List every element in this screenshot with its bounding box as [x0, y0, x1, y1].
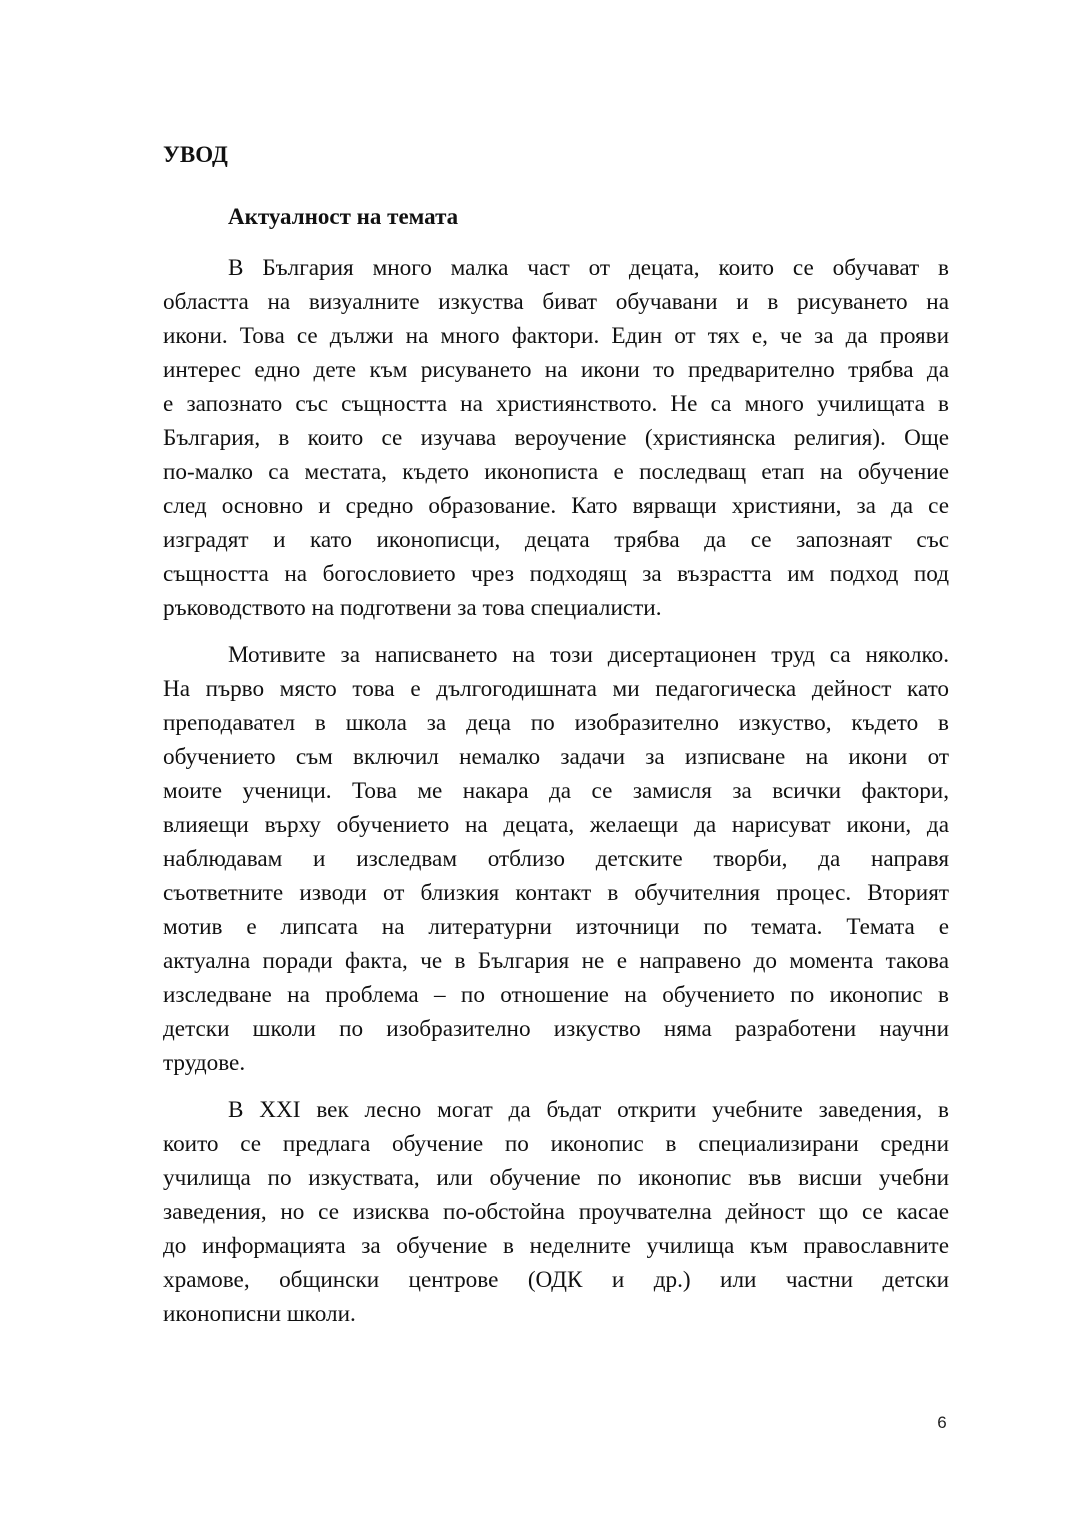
- text-line: обучението съм включил немалко задачи за изписване на икони от: [163, 744, 949, 770]
- text-line: преподавател в школа за деца по изобразително изкуство, където в: [163, 710, 949, 736]
- text-line: трудове.: [163, 1050, 246, 1076]
- paragraph-2: [163, 638, 949, 1080]
- chapter-title: УВОД: [163, 142, 228, 167]
- text-line: заведения, но се изисква по-обстойна проучвателна дейност що се касае: [163, 1199, 949, 1225]
- text-line: след основно и средно образование. Като вярващи християни, за да се: [163, 493, 949, 519]
- text-line: икони. Това се дължи на много фактори. Един от тях е, че за да прояви: [163, 323, 949, 349]
- text-line: изградят и като иконописци, децата трябва да се запознаят със: [163, 527, 949, 553]
- text-line: съответните изводи от близкия контакт в обучителния процес. Вторият: [163, 880, 949, 906]
- text-line: България, в които се изучава вероучение (християнска религия). Още: [163, 425, 949, 451]
- text-line: В България много малка част от децата, които се обучават в: [228, 255, 949, 281]
- text-line: областта на визуалните изкуства биват обучавани и в рисуването на: [163, 289, 949, 315]
- text-line: актуална поради факта, че в България не е направено до момента такова: [163, 948, 949, 974]
- text-line: детски школи по изобразително изкуство няма разработени научни: [163, 1016, 949, 1042]
- text-line: мотив е липсата на литературни източници по темата. Темата е: [163, 914, 949, 940]
- text-line: храмове, общински центрове (ОДК и др.) или частни детски: [163, 1267, 949, 1293]
- paragraph-3: [163, 1093, 949, 1331]
- text-line: училища по изкуствата, или обучение по иконопис във висши учебни: [163, 1165, 949, 1191]
- text-line: ръководството на подготвени за това специалисти.: [163, 595, 662, 621]
- text-line: моите ученици. Това ме накара да се замисля за всички фактори,: [163, 778, 949, 804]
- text-line: В XXI век лесно могат да бъдат открити учебните заведения, в: [228, 1097, 949, 1123]
- text-line: по-малко са местата, където иконописта е последващ етап на обучение: [163, 459, 949, 485]
- text-line: изследване на проблема – по отношение на обучението по иконопис в: [163, 982, 949, 1008]
- section-title: Актуалност на темата: [228, 204, 459, 229]
- text-line: влияещи върху обучението на децата, желаещи да нарисуват икони, да: [163, 812, 949, 838]
- text-line: които се предлага обучение по иконопис в специализирани средни: [163, 1131, 949, 1157]
- text-line: наблюдавам и изследвам отблизо детските творби, да направя: [163, 846, 949, 872]
- text-line: Мотивите за написването на този дисертационен труд са няколко.: [228, 642, 949, 668]
- paragraph-1: [163, 251, 949, 625]
- text-line: същността на богословието чрез подходящ за възрастта им подход под: [163, 561, 949, 587]
- text-line: интерес едно дете към рисуването на икони то предварително трябва да: [163, 357, 949, 383]
- text-line: иконописни школи.: [163, 1301, 356, 1327]
- text-line: е запознато със същността на християнството. Не са много училищата в: [163, 391, 949, 417]
- text-line: На първо място това е дългогодишната ми педагогическа дейност като: [163, 676, 949, 702]
- text-line: до информацията за обучение в неделните училища към православните: [163, 1233, 949, 1259]
- page-number: 6: [937, 1413, 947, 1432]
